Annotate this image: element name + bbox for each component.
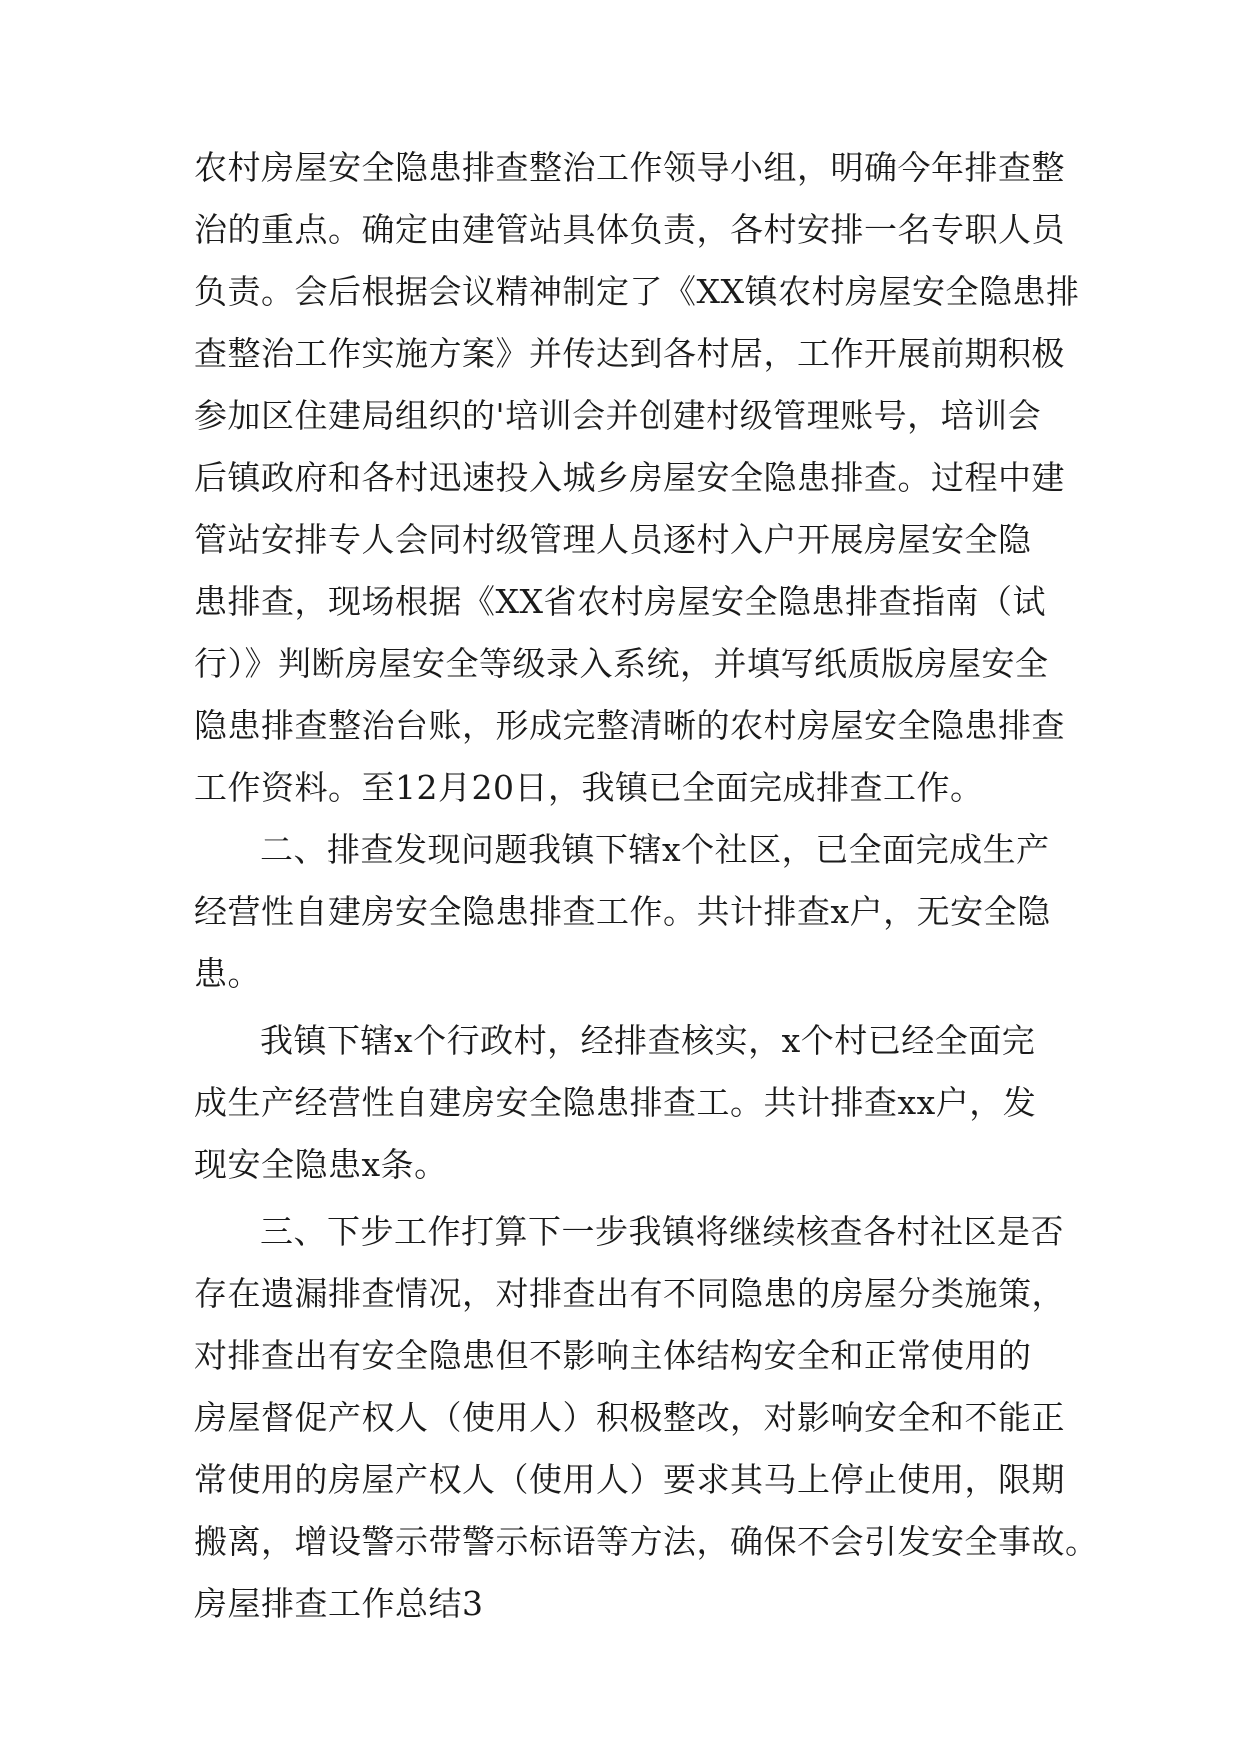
text-line: 房屋督促产权人（使用人）积极整改，对影响安全和不能正 (194, 1398, 1065, 1437)
text-line: 管站安排专人会同村级管理人员逐村入户开展房屋安全隐 (194, 520, 1032, 559)
text-line: 成生产经营性自建房安全隐患排查工。共计排查xx户，发 (194, 1083, 1037, 1122)
text-line: 对排查出有安全隐患但不影响主体结构安全和正常使用的 (194, 1336, 1032, 1375)
text-line: 常使用的房屋产权人（使用人）要求其马上停止使用，限期 (194, 1460, 1065, 1499)
text-line: 农村房屋安全隐患排查整治工作领导小组，明确今年排查整 (194, 148, 1065, 187)
text-line: 行）》判断房屋安全等级录入系统，并填写纸质版房屋安全 (194, 644, 1049, 683)
document-title-line: 房屋排查工作总结3 (194, 1584, 484, 1623)
text-line: 隐患排查整治台账，形成完整清晰的农村房屋安全隐患排查 (194, 706, 1065, 745)
text-line: 现安全隐患x条。 (194, 1145, 448, 1184)
text-line: 治的重点。确定由建管站具体负责，各村安排一名专职人员 (194, 210, 1065, 249)
section-heading-line: 二、排查发现问题我镇下辖x个社区，已全面完成生产 (260, 830, 1050, 869)
paragraph-start-line: 我镇下辖x个行政村，经排查核实，x个村已经全面完 (260, 1021, 1036, 1060)
text-line: 搬离，增设警示带警示标语等方法，确保不会引发安全事故。 (194, 1522, 1099, 1561)
text-line: 经营性自建房安全隐患排查工作。共计排查x户，无安全隐 (194, 892, 1051, 931)
text-line: 负责。会后根据会议精神制定了《XX镇农村房屋安全隐患排 (194, 272, 1080, 311)
text-line: 参加区住建局组织的'培训会并创建村级管理账号，培训会 (194, 396, 1042, 435)
text-line: 患排查，现场根据《XX省农村房屋安全隐患排查指南（试 (194, 582, 1046, 621)
section-heading-line: 三、下步工作打算下一步我镇将继续核查各村社区是否 (260, 1212, 1064, 1251)
text-line: 后镇政府和各村迅速投入城乡房屋安全隐患排查。过程中建 (194, 458, 1065, 497)
text-line: 查整治工作实施方案》并传达到各村居，工作开展前期积极 (194, 334, 1065, 373)
text-line: 工作资料。至12月20日，我镇已全面完成排查工作。 (194, 768, 984, 807)
text-line: 存在遗漏排查情况，对排查出有不同隐患的房屋分类施策， (194, 1274, 1065, 1313)
text-line: 患。 (194, 954, 261, 993)
